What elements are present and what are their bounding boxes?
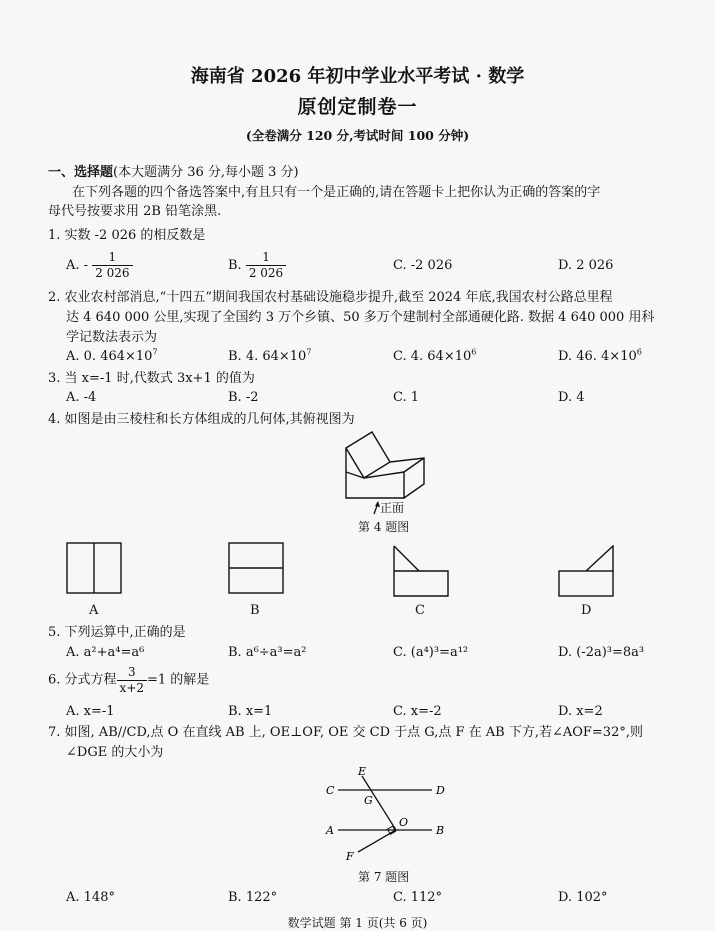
q6-option-d: D. x=2 xyxy=(558,704,603,719)
q1-a-num: 1 xyxy=(92,250,132,266)
q5-option-c: C. (a⁴)³=a¹² xyxy=(393,645,469,660)
q6-den: x+2 xyxy=(119,681,145,695)
q4-stem: 4. 如图是由三棱柱和长方体组成的几何体,其俯视图为 xyxy=(48,412,355,427)
q1-a-den: 2 026 xyxy=(95,266,130,280)
q7-label-o: O xyxy=(399,816,409,829)
q4-option-b-label: B xyxy=(250,603,260,618)
q2-d-text: D. 46. 4×10 xyxy=(558,349,637,364)
q2-line-3: 学记数法表示为 xyxy=(66,330,158,345)
q2-c-text: C. 4. 64×10 xyxy=(393,349,472,364)
page-footer: 数学试题 第 1 页(共 6 页) xyxy=(287,916,428,930)
q2-b-text: B. 4. 64×10 xyxy=(228,349,307,364)
q7-label-a: A xyxy=(326,824,334,837)
q2-a-text: A. 0. 464×10 xyxy=(66,349,153,364)
q4-option-d-figure xyxy=(558,545,614,597)
q6-stem xyxy=(48,665,209,696)
q5-option-d: D. (-2a)³=8a³ xyxy=(558,645,645,660)
q6-option-b: B. x=1 xyxy=(228,704,273,719)
section-heading xyxy=(48,164,299,182)
q7-caption: 第 7 题图 xyxy=(358,870,410,884)
q7-option-a: A. 148° xyxy=(66,890,115,905)
q3-option-d: D. 4 xyxy=(558,390,585,405)
q7-label-f: F xyxy=(346,850,354,863)
q1-a-fraction xyxy=(92,250,132,281)
q6-num: 3 xyxy=(117,665,147,681)
q1-stem: 1. 实数 -2 026 的相反数是 xyxy=(48,228,206,243)
q7-option-b: B. 122° xyxy=(228,890,278,905)
q2-b-exp: 7 xyxy=(306,347,312,357)
q4-caption: 第 4 题图 xyxy=(358,520,410,534)
exam-title: 海南省 2026 年初中学业水平考试 · 数学 xyxy=(190,66,525,87)
q7-option-d: D. 102° xyxy=(558,890,608,905)
q4-option-c-label: C xyxy=(415,603,425,618)
q5-option-b: B. a⁶÷a³=a² xyxy=(228,645,307,660)
q1-a-label: A. - xyxy=(66,258,89,273)
q7-label-d: D xyxy=(436,784,445,797)
q1-b-den: 2 026 xyxy=(248,266,284,280)
q1-option-c: C. -2 026 xyxy=(393,258,453,273)
q7-label-c: C xyxy=(326,784,335,797)
q3-option-c: C. 1 xyxy=(393,390,420,405)
q4-option-d-label: D xyxy=(581,603,592,618)
q4-option-a-figure xyxy=(66,542,122,594)
q1-option-a xyxy=(66,250,133,281)
instruction-line-1: 在下列各题的四个备选答案中,有且只有一个是正确的,请在答题卡上把你认为正确的答案的字 xyxy=(72,185,601,200)
q6-option-c: C. x=-2 xyxy=(393,704,442,719)
q1-option-b xyxy=(228,250,286,281)
q2-option-a xyxy=(66,349,158,364)
q7-line-2: ∠DGE 的大小为 xyxy=(66,745,164,760)
q4-option-c-figure xyxy=(393,545,449,597)
q2-line-2: 达 4 640 000 公里,实现了全国约 3 万个乡镇、50 多万个建制村全部通硬化路. 数据 4 640 000 用科 xyxy=(66,310,655,325)
q4-front-label: 正面 xyxy=(380,501,405,515)
q4-option-a-label: A xyxy=(89,603,99,618)
q6-option-a: A. x=-1 xyxy=(66,704,115,719)
exam-info: (全卷满分 120 分,考试时间 100 分钟) xyxy=(245,128,470,143)
q7-label-e: E xyxy=(358,765,367,778)
q1-b-label: B. xyxy=(228,258,242,273)
q3-option-a: A. -4 xyxy=(66,390,97,405)
section-note: (本大题满分 36 分,每小题 3 分) xyxy=(113,165,299,180)
q1-b-num: 1 xyxy=(246,250,286,266)
paper-title: 原创定制卷一 xyxy=(297,96,418,118)
q2-a-exp: 7 xyxy=(152,347,158,357)
section-title: 一、选择题 xyxy=(48,165,114,180)
q6-fraction xyxy=(117,665,147,696)
q7-label-b: B xyxy=(436,824,445,837)
q2-option-c xyxy=(393,349,476,364)
q1-b-fraction xyxy=(246,250,286,281)
q6-stem-suffix: =1 的解是 xyxy=(147,672,210,688)
instruction-line-2: 母代号按要求用 2B 铅笔涂黑. xyxy=(48,204,222,219)
q3-option-b: B. -2 xyxy=(228,390,259,405)
q7-figure xyxy=(318,764,458,868)
q2-line-1: 2. 农业农村部消息,“十四五”期间我国农村基础设施稳步提升,截至 2024 年底,我国农村公路总里程 xyxy=(48,290,613,305)
q4-option-b-figure xyxy=(228,542,284,594)
q1-option-d: D. 2 026 xyxy=(558,258,614,273)
q7-label-g: G xyxy=(364,794,373,807)
q2-option-d xyxy=(558,349,642,364)
q3-stem: 3. 当 x=-1 时,代数式 3x+1 的值为 xyxy=(48,371,255,386)
q2-d-exp: 6 xyxy=(636,347,642,357)
q7-line-1: 7. 如图, AB//CD,点 O 在直线 AB 上, OE⊥OF, OE 交 CD 于点 G,点 F 在 AB 下方,若∠AOF=32°,则 xyxy=(48,725,643,740)
q5-stem: 5. 下列运算中,正确的是 xyxy=(48,625,186,640)
q2-option-b xyxy=(228,349,311,364)
q6-stem-prefix: 6. 分式方程 xyxy=(48,672,117,688)
q2-c-exp: 6 xyxy=(471,347,477,357)
q7-option-c: C. 112° xyxy=(393,890,443,905)
q5-option-a: A. a²+a⁴=a⁶ xyxy=(66,645,145,660)
